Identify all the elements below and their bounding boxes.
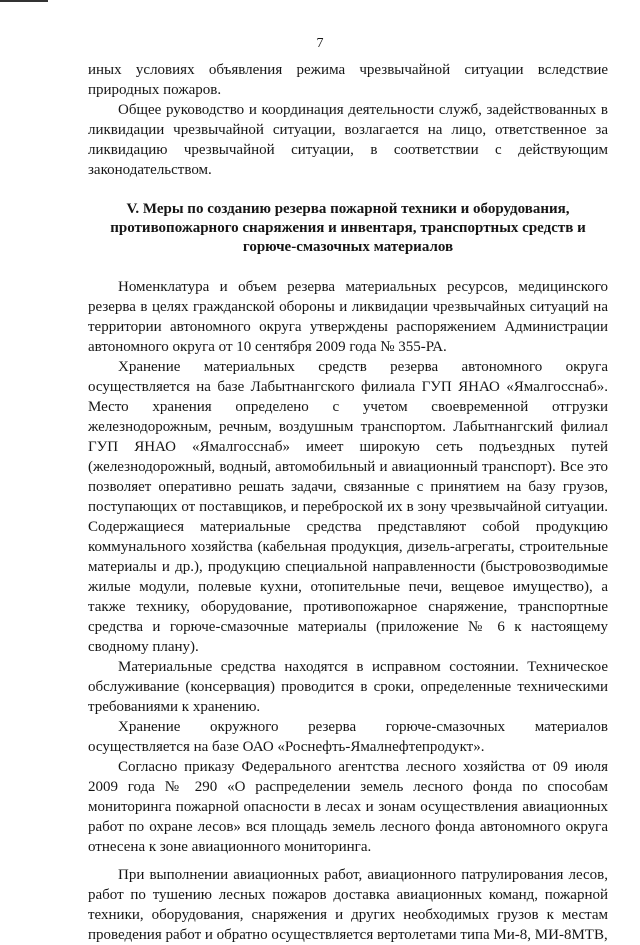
paragraph-storage: Хранение материальных средств резерва автономного округа осуществляется на базе Лабытнангского филиала ГУП ЯНАО «Ямалгосснаб». Место хранения определено с учетом своевременной отгрузки железнодорожным, речным, воздушным транспортом. Лабытнангский филиал ГУП ЯНАО «Ямалгосснаб» имеет широкую сеть подъездных путей (железнодорожный, водный, автомобильный и авиационный транспорт). Все это позволяет оперативно решать задачи, связанные с принятием на базу грузов, поступающих от поставщиков, и переброской их в зону чрезвычайной ситуации. Содержащиеся материальные средства представляют собой продукцию коммунального хозяйства (кабельная продукция, дизель-агрегаты, строительные материалы и др.), продукцию специальной направленности (быстровозводимые жилые модули, полевые кухни, отопительные печи, вещевое имущество), а также технику, оборудование, противопожарное снаряжение, транспортные средства и горюче-смазочные материалы (приложение № 6 к настоящему сводному плану). [88,359,608,655]
paragraph-fuel-storage: Хранение окружного резерва горюче-смазочных материалов осуществляется на базе ОАО «Роснефть-Ямалнефтепродукт». [88,719,608,755]
page-number: 7 [316,36,324,51]
section-heading: V. Меры по созданию резерва пожарной техники и оборудования, противопожарного снаряжения и инвентаря, транспортных средств и горюче-смазочных материалов [110,201,586,255]
paragraph-condition: Материальные средства находятся в исправном состоянии. Техническое обслуживание (консервация) проводится в сроки, определенные техническими требованиями к хранению. [88,659,608,715]
paragraph-coordination: Общее руководство и координация деятельности служб, задействованных в ликвидации чрезвычайной ситуации, возлагается на лицо, ответственное за ликвидацию чрезвычайной ситуации, в соответствии с действующим законодательством. [88,102,608,178]
paragraph-aviation-works: При выполнении авиационных работ, авиационного патрулирования лесов, работ по тушению лесных пожаров доставка авиационных команд, пожарной техники, оборудования, снаряжения и других необходимых грузов к местам проведения работ и обратно осуществляется вертолетами типа Ми-8, МИ-8МТВ, [88,867,608,943]
paragraph-continuation: иных условиях объявления режима чрезвычайной ситуации вследствие природных пожаров. [88,62,608,98]
paragraph-nomenclature: Номенклатура и объем резерва материальных ресурсов, медицинского резерва в целях гражданской обороны и ликвидации чрезвычайных ситуаций на территории автономного округа утверждены распоряжением Администрации автономного округа от 10 сентября 2009 года № 355-РА. [88,279,608,355]
document-body [88,60,608,945]
paragraph-forestry-order: Согласно приказу Федерального агентства лесного хозяйства от 09 июля 2009 года № 290 «О распределении земель лесного фонда по способам мониторинга пожарной опасности в лесах и зонам осуществления авиационных работ по охране лесов» вся площадь земель лесного фонда автономного округа отнесена к зоне авиационного мониторинга. [88,759,608,855]
corner-scan-mark [0,0,48,2]
